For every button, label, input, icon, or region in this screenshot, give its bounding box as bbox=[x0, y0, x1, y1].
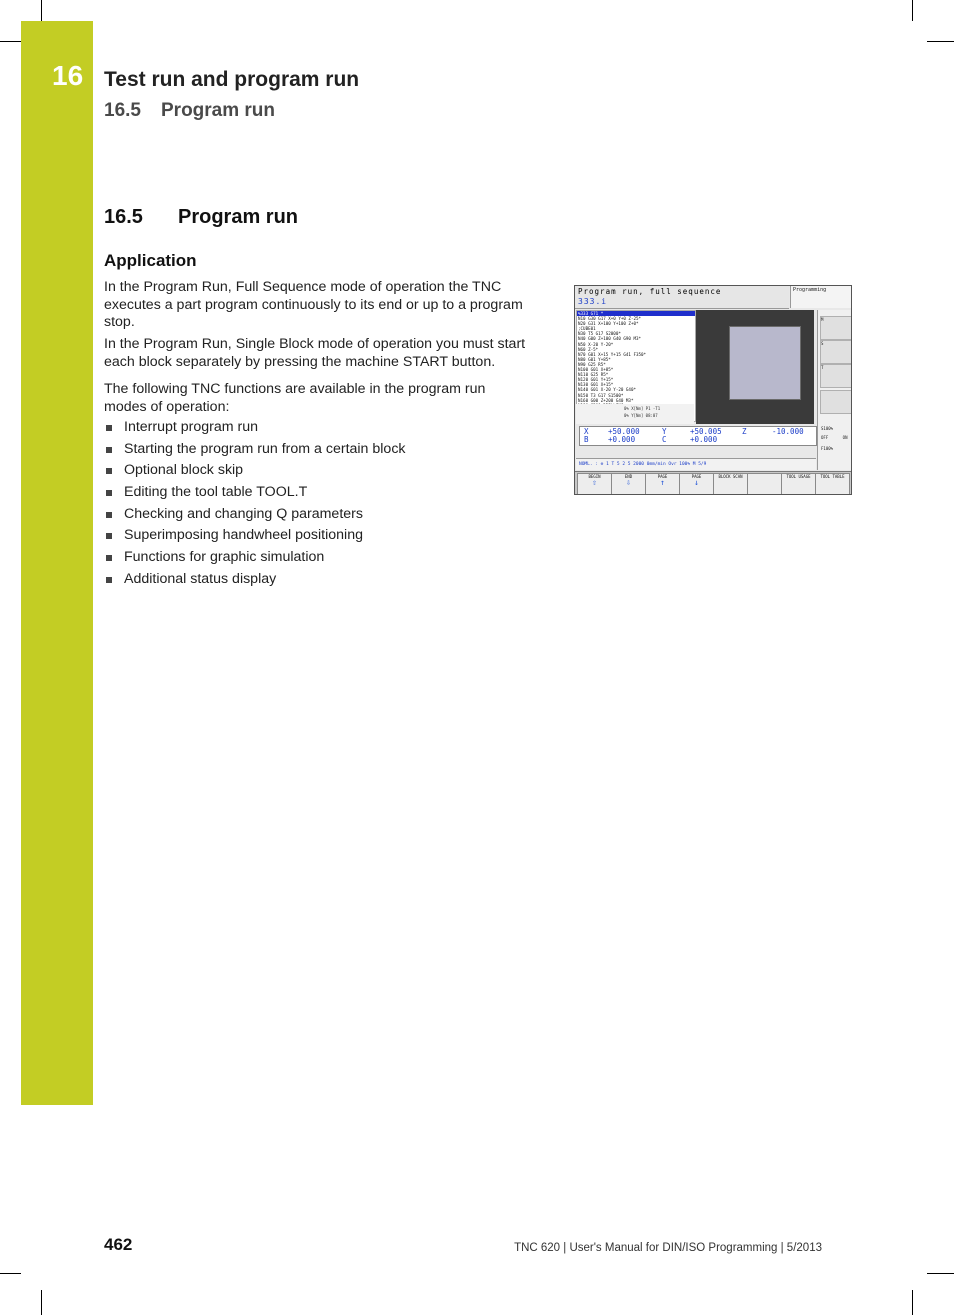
softkey-label: END bbox=[624, 474, 633, 479]
program-line[interactable]: N110 G25 R5* bbox=[578, 372, 609, 378]
running-header-section-title: Program run bbox=[161, 100, 276, 121]
program-file-name: 333.i bbox=[578, 297, 608, 306]
section-number: 16.5 bbox=[104, 206, 143, 228]
t-label: T bbox=[821, 365, 824, 370]
program-line[interactable]: N50 X-20 Y-20* bbox=[578, 341, 614, 347]
softkey-begin[interactable] bbox=[577, 473, 612, 495]
bullet-list bbox=[104, 419, 406, 593]
list-item: Interrupt program run bbox=[104, 419, 406, 441]
spindle-override-label: S100% bbox=[821, 426, 834, 431]
mode-title: Program run, full sequence bbox=[578, 287, 722, 296]
softkey-label: TOOL TABLE bbox=[820, 474, 845, 479]
program-line[interactable]: ;CUBE01 bbox=[578, 326, 596, 332]
arrow-down-icon: ⇩ bbox=[626, 478, 631, 487]
program-line[interactable]: N140 G01 X-20 Y-20 G40* bbox=[578, 387, 636, 393]
override-panel bbox=[817, 424, 852, 470]
status-bar: NOML. : ⊕ 1 T 5 2 5 2000 0mm/min Ovr 100% M 5/9 bbox=[576, 458, 816, 470]
program-line[interactable]: N80 G01 Y+85* bbox=[578, 356, 611, 362]
crop-mark bbox=[41, 0, 42, 21]
running-header-section-number: 16.5 bbox=[104, 100, 141, 121]
workpiece-graphic bbox=[729, 326, 801, 400]
off-label: OFF bbox=[821, 435, 829, 440]
program-line[interactable]: N10 G30 G17 X+0 Y+0 Z-25* bbox=[578, 316, 642, 322]
paragraph: The following TNC functions are available in the program run modes of operation: bbox=[104, 381, 486, 415]
chapter-sidebar bbox=[21, 21, 93, 1105]
tnc-screenshot bbox=[574, 285, 852, 495]
axis-value: +0.000 bbox=[690, 435, 718, 444]
feed-override-label: F100% bbox=[821, 446, 834, 451]
axis-label: Y bbox=[662, 427, 667, 436]
axis-label: B bbox=[584, 435, 589, 444]
arrow-up-icon: ↑ bbox=[660, 478, 665, 487]
arrow-down-icon: ↓ bbox=[694, 478, 699, 487]
list-item: Superimposing handwheel positioning bbox=[104, 527, 406, 549]
m-label: M bbox=[821, 317, 824, 322]
softkey-tool-usage[interactable] bbox=[781, 473, 816, 495]
program-line[interactable]: N150 T3 G17 S1500* bbox=[578, 392, 624, 398]
crop-mark bbox=[927, 41, 954, 42]
spindle-button[interactable] bbox=[820, 340, 852, 364]
programming-tab[interactable]: Programming bbox=[790, 286, 851, 308]
running-header-section bbox=[104, 100, 275, 122]
program-line[interactable]: %333 G71 * bbox=[577, 311, 695, 316]
list-item: Functions for graphic simulation bbox=[104, 549, 406, 571]
subsection-heading: Application bbox=[104, 251, 197, 270]
list-item: Editing the tool table TOOL.T bbox=[104, 484, 406, 506]
s-label: S bbox=[821, 341, 824, 346]
program-line[interactable]: N60 Z-5* bbox=[578, 346, 599, 352]
softkey-page-up[interactable] bbox=[645, 473, 680, 495]
tool-button[interactable] bbox=[820, 364, 852, 388]
axis-label: Z bbox=[742, 427, 747, 436]
blank-side-button[interactable] bbox=[820, 390, 852, 414]
status-info-line: 0% Y[Nm] 08:07 bbox=[624, 413, 658, 418]
softkey-empty[interactable] bbox=[747, 473, 782, 495]
softkey-label: BLOCK SCAN bbox=[718, 474, 743, 479]
list-item: Additional status display bbox=[104, 571, 406, 593]
axis-value: -10.000 bbox=[772, 427, 804, 436]
paragraph: In the Program Run, Single Block mode of operation you must start each block separately by pressing the machine START button. bbox=[104, 336, 526, 370]
chapter-number: 16 bbox=[52, 60, 84, 91]
override-off-on bbox=[818, 431, 852, 440]
graphics-window bbox=[696, 310, 814, 424]
softkey-label: PAGE bbox=[657, 474, 668, 479]
status-info-line: 0% X[Nm] P1 -T1 bbox=[624, 406, 661, 411]
program-line[interactable]: N100 G01 X+85* bbox=[578, 367, 614, 373]
softkey-page-down[interactable] bbox=[679, 473, 714, 495]
softkey-block-scan[interactable] bbox=[713, 473, 748, 495]
softkey-tool-table[interactable] bbox=[815, 473, 850, 495]
axis-label: C bbox=[662, 435, 667, 444]
m-function-button[interactable] bbox=[820, 316, 852, 340]
crop-mark bbox=[0, 41, 21, 42]
status-info bbox=[576, 404, 694, 424]
mode-header bbox=[575, 286, 789, 309]
crop-mark bbox=[927, 1273, 954, 1274]
page-number: 462 bbox=[104, 1235, 133, 1254]
crop-mark bbox=[912, 1290, 913, 1315]
section-heading bbox=[104, 206, 298, 229]
program-line[interactable]: N130 G01 X+15* bbox=[578, 382, 614, 388]
machine-status-panel bbox=[817, 310, 852, 424]
crop-mark bbox=[912, 0, 913, 21]
program-line[interactable]: N160 G00 Z+200 G40 M3* bbox=[578, 397, 634, 403]
program-line[interactable]: N20 G31 X+100 Y+100 Z+0* bbox=[578, 321, 639, 327]
arrow-up-icon: ⇧ bbox=[592, 478, 597, 487]
crop-mark bbox=[0, 1273, 21, 1274]
softkey-bar bbox=[575, 471, 851, 495]
program-line[interactable]: N70 G01 X+15 Y+15 G41 F350* bbox=[578, 351, 647, 357]
program-line[interactable]: N30 T5 G17 S2000* bbox=[578, 331, 621, 337]
list-item: Optional block skip bbox=[104, 462, 406, 484]
running-header-title: Test run and program run bbox=[104, 68, 360, 91]
position-display bbox=[579, 426, 817, 446]
paragraph: In the Program Run, Full Sequence mode of operation the TNC executes a part program continuously to its end or up to a program stop. bbox=[104, 279, 523, 330]
softkey-end[interactable] bbox=[611, 473, 646, 495]
softkey-label: TOOL USAGE bbox=[786, 474, 811, 479]
on-label: ON bbox=[842, 435, 848, 440]
program-line[interactable]: N90 G25 R5* bbox=[578, 361, 606, 367]
crop-mark bbox=[41, 1290, 42, 1315]
program-line[interactable]: N120 G01 Y+15* bbox=[578, 377, 614, 383]
program-line[interactable]: N40 G00 Z+100 G40 G90 M3* bbox=[578, 336, 642, 342]
axis-value: +0.000 bbox=[608, 435, 636, 444]
section-title: Program run bbox=[178, 206, 299, 228]
softkey-label: BEGIN bbox=[588, 474, 601, 479]
axis-value: +50.005 bbox=[690, 427, 722, 436]
axis-value: +50.000 bbox=[608, 427, 640, 436]
softkey-label: PAGE bbox=[691, 474, 702, 479]
list-item: Starting the program run from a certain block bbox=[104, 441, 406, 463]
list-item: Checking and changing Q parameters bbox=[104, 506, 406, 528]
axis-label: X bbox=[584, 427, 589, 436]
footer-doc-title: TNC 620 | User's Manual for DIN/ISO Programming | 5/2013 bbox=[514, 1242, 822, 1254]
